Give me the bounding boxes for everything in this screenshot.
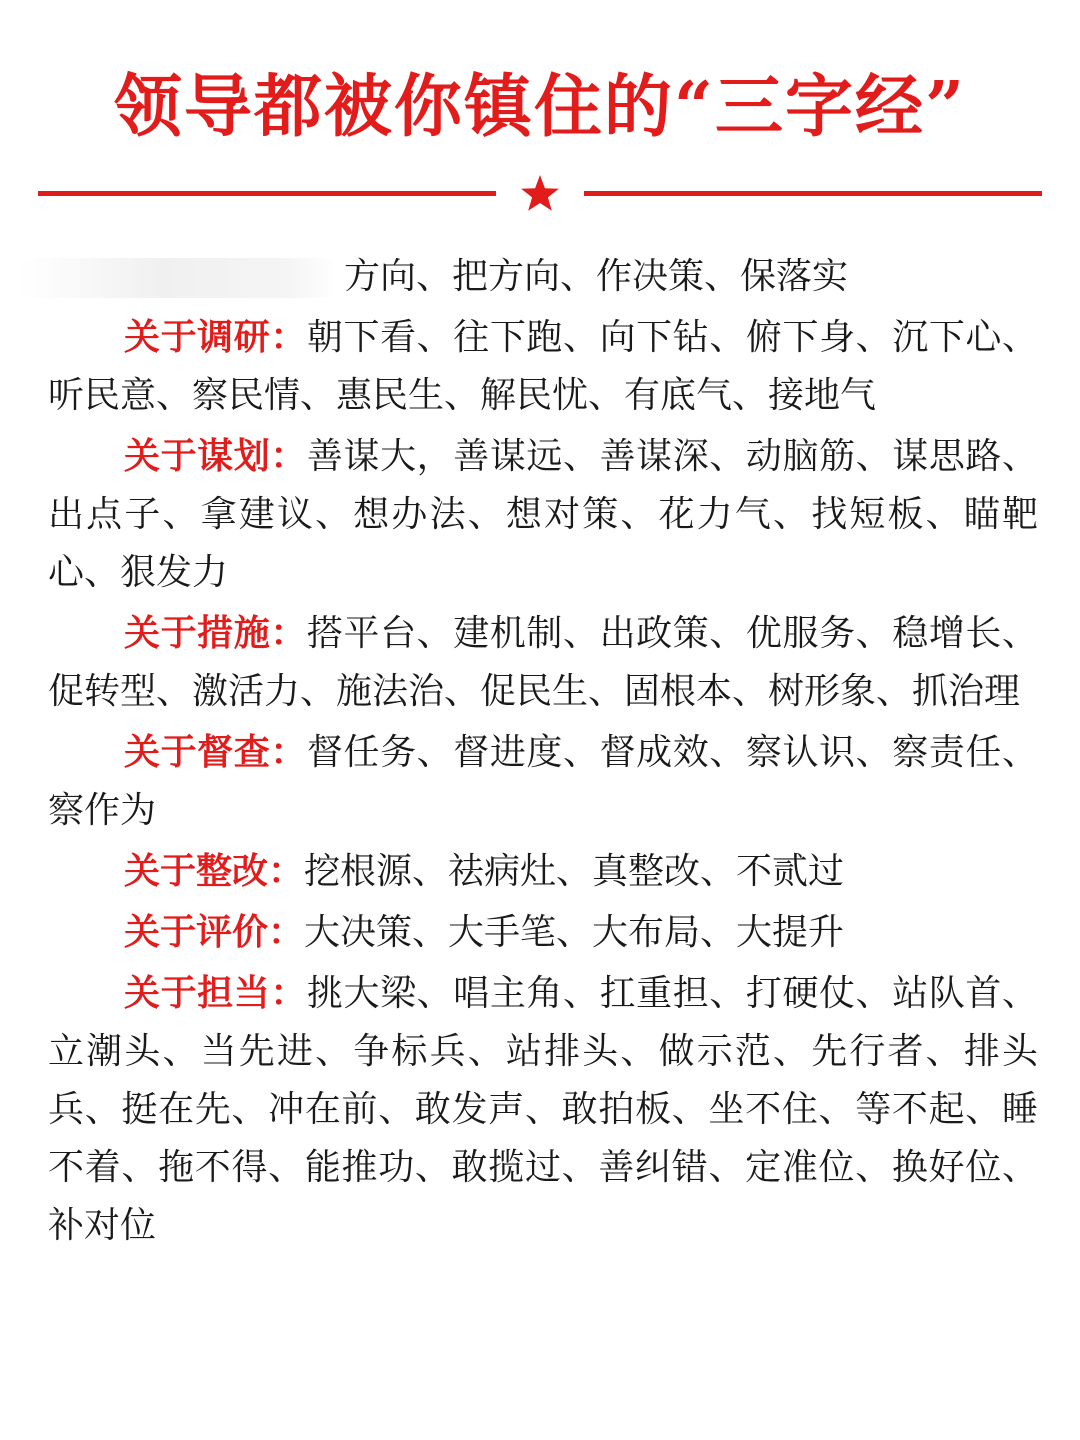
section-text: 善谋大，善谋远、善谋深、动脑筋、谋思路、出点子、拿建议、想办法、想对策、花力气、找短板、瞄靶心、狠发力 [48, 436, 1038, 593]
section-text: 朝下看、往下跑、向下钻、俯下身、沉下心、听民意、察民情、惠民生、解民忧、有底气、接地气 [48, 317, 1038, 416]
section-text: 挑大梁、唱主角、扛重担、打硬仗、站队首、立潮头、当先进、争标兵、站排头、做示范、先行者、排头兵、挺在先、冲在前、敢发声、敢拍板、坐不住、等不起、睡不着、拖不得、能推功、敢揽过、善纠错、定准位、换好位、补对位 [48, 973, 1038, 1246]
intro-paragraph [48, 248, 1038, 306]
section-list [48, 308, 1038, 1255]
section-label: 关于调研： [124, 316, 307, 358]
section-paragraph [48, 723, 1038, 840]
section-paragraph [48, 903, 1038, 962]
section-label: 关于评价： [124, 911, 305, 953]
section-text: 挖根源、祛病灶、真整改、不贰过 [304, 851, 845, 892]
intro-text: 方向、把方向、作决策、保落实 [344, 256, 849, 297]
section-text: 搭平台、建机制、出政策、优服务、稳增长、促转型、激活力、施法治、促民生、固根本、树形象、抓治理 [48, 613, 1038, 712]
section-paragraph [48, 604, 1038, 721]
section-label: 关于督查： [124, 731, 307, 773]
article-body [48, 248, 1038, 1257]
divider-line-left [38, 191, 496, 196]
section-paragraph [48, 964, 1038, 1255]
section-paragraph [48, 842, 1038, 901]
section-paragraph [48, 427, 1038, 602]
section-label: 关于整改： [124, 850, 305, 892]
divider-line-right [584, 191, 1042, 196]
section-text: 督任务、督进度、督成效、察认识、察责任、察作为 [48, 732, 1038, 831]
section-text: 大决策、大手笔、大布局、大提升 [304, 912, 845, 953]
section-label: 关于谋划： [124, 435, 307, 477]
section-label: 关于担当： [124, 972, 307, 1014]
section-paragraph [48, 308, 1038, 425]
section-label: 关于措施： [124, 612, 307, 654]
blurred-redaction [18, 258, 338, 298]
page-title: 领导都被你镇住的“三字经” [113, 67, 967, 147]
title-divider [38, 172, 1042, 216]
star-icon [518, 172, 562, 216]
